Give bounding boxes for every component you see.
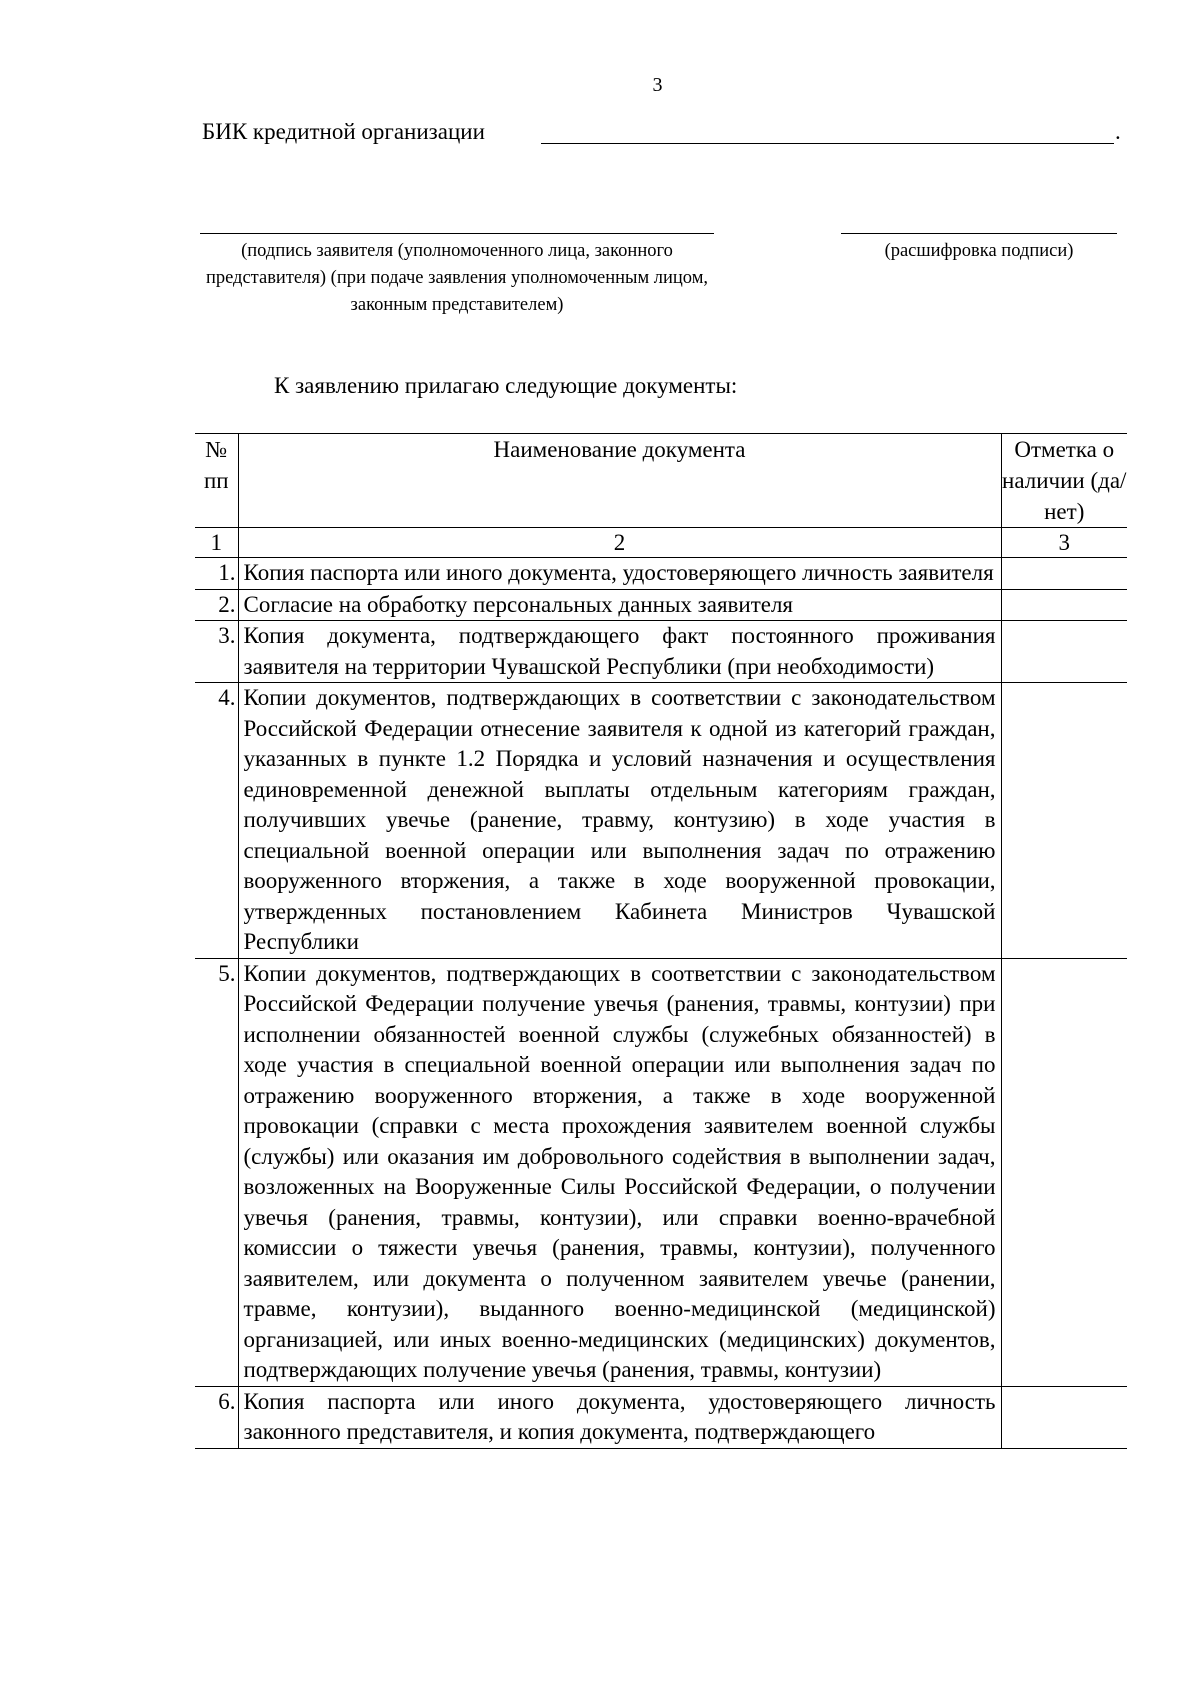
row-number: 3.	[195, 621, 238, 683]
table-row	[195, 621, 1127, 683]
row-document-name: Копии документов, подтверждающих в соответствии с законодательством Российской Федерации отнесение заявителя к одной из категорий граждан, указанных в пункте 1.2 Порядка и условий назначения и осуществления единовременной денежной выплаты отдельным категориям граждан, получивших увечье (ранение, травму, контузию) в ходе участия в специальной военной операции или выполнения задач по отражению вооруженного вторжения, а также в ходе вооруженной провокации, утвержденных постановлением Кабинета Министров Чувашской Республики	[238, 683, 1001, 959]
row-number: 4.	[195, 683, 238, 959]
row-presence-mark[interactable]	[1001, 621, 1127, 683]
signature-line[interactable]	[200, 233, 714, 234]
attachments-heading: К заявлению прилагаю следующие документы:	[274, 373, 738, 398]
row-document-name: Копии документов, подтверждающих в соответствии с законодательством Российской Федерации получение увечья (ранения, травмы, контузии) при исполнении обязанностей военной службы (служебных обязанностей) в ходе участия в специальной военной операции или выполнения задач по отражению вооруженного вторжения, а также в ходе вооруженной провокации (справки с места прохождения заявителем военной службы (службы) или оказания им добровольного содействия в выполнении задач, возложенных на Вооруженные Силы Российской Федерации, о получении увечья (ранения, травмы, контузии), или справки военно-врачебной комиссии о тяжести увечья (ранения, травмы, контузии), полученного заявителем, или документа о полученном заявителем увечье (ранении, травме, контузии), выданного военно-медицинской (медицинской) организацией, или иных военно-медицинских (медицинских) документов, подтверждающих получение увечья (ранения, травмы, контузии)	[238, 958, 1001, 1386]
signature-caption: (подпись заявителя (уполномоченного лица, законного представителя) (при подаче заявления уполномоченным лицом, законным представителем)	[205, 241, 709, 315]
row-number: 5.	[195, 958, 238, 1386]
row-document-name: Копия паспорта или иного документа, удостоверяющего личность законного представителя, и копия документа, подтверждающего	[238, 1386, 1001, 1448]
attachments-table	[195, 433, 1127, 1449]
table-row	[195, 589, 1127, 621]
row-presence-mark[interactable]	[1001, 589, 1127, 621]
row-presence-mark[interactable]	[1001, 958, 1127, 1386]
row-number: 2.	[195, 589, 238, 621]
row-document-name: Копия паспорта или иного документа, удостоверяющего личность заявителя	[238, 558, 1001, 590]
table-index-row	[195, 528, 1127, 558]
signature-transcript-caption: (расшифровка подписи)	[884, 241, 1074, 261]
row-presence-mark[interactable]	[1001, 683, 1127, 959]
header-num: № пп	[195, 434, 238, 528]
row-number: 1.	[195, 558, 238, 590]
row-document-name: Копия документа, подтверждающего факт постоянного проживания заявителя на территории Чувашской Республики (при необходимости)	[238, 621, 1001, 683]
header-name: Наименование документа	[238, 434, 1001, 528]
page-number: 3	[652, 74, 663, 96]
index-cell: 3	[1001, 528, 1127, 558]
row-presence-mark[interactable]	[1001, 1386, 1127, 1448]
row-document-name: Согласие на обработку персональных данных заявителя	[238, 589, 1001, 621]
index-cell: 1	[195, 528, 238, 558]
bik-input-line[interactable]	[541, 143, 1114, 144]
table-row	[195, 683, 1127, 959]
row-presence-mark[interactable]	[1001, 558, 1127, 590]
table-row	[195, 958, 1127, 1386]
table-row	[195, 1386, 1127, 1448]
header-mark: Отметка о наличии (да/нет)	[1001, 434, 1127, 528]
bik-label: БИК кредитной организации	[202, 119, 485, 144]
bik-end-mark: .	[1115, 119, 1121, 144]
index-cell: 2	[238, 528, 1001, 558]
table-row	[195, 558, 1127, 590]
table-header-row	[195, 434, 1127, 528]
signature-transcript-line[interactable]	[841, 233, 1117, 234]
row-number: 6.	[195, 1386, 238, 1448]
